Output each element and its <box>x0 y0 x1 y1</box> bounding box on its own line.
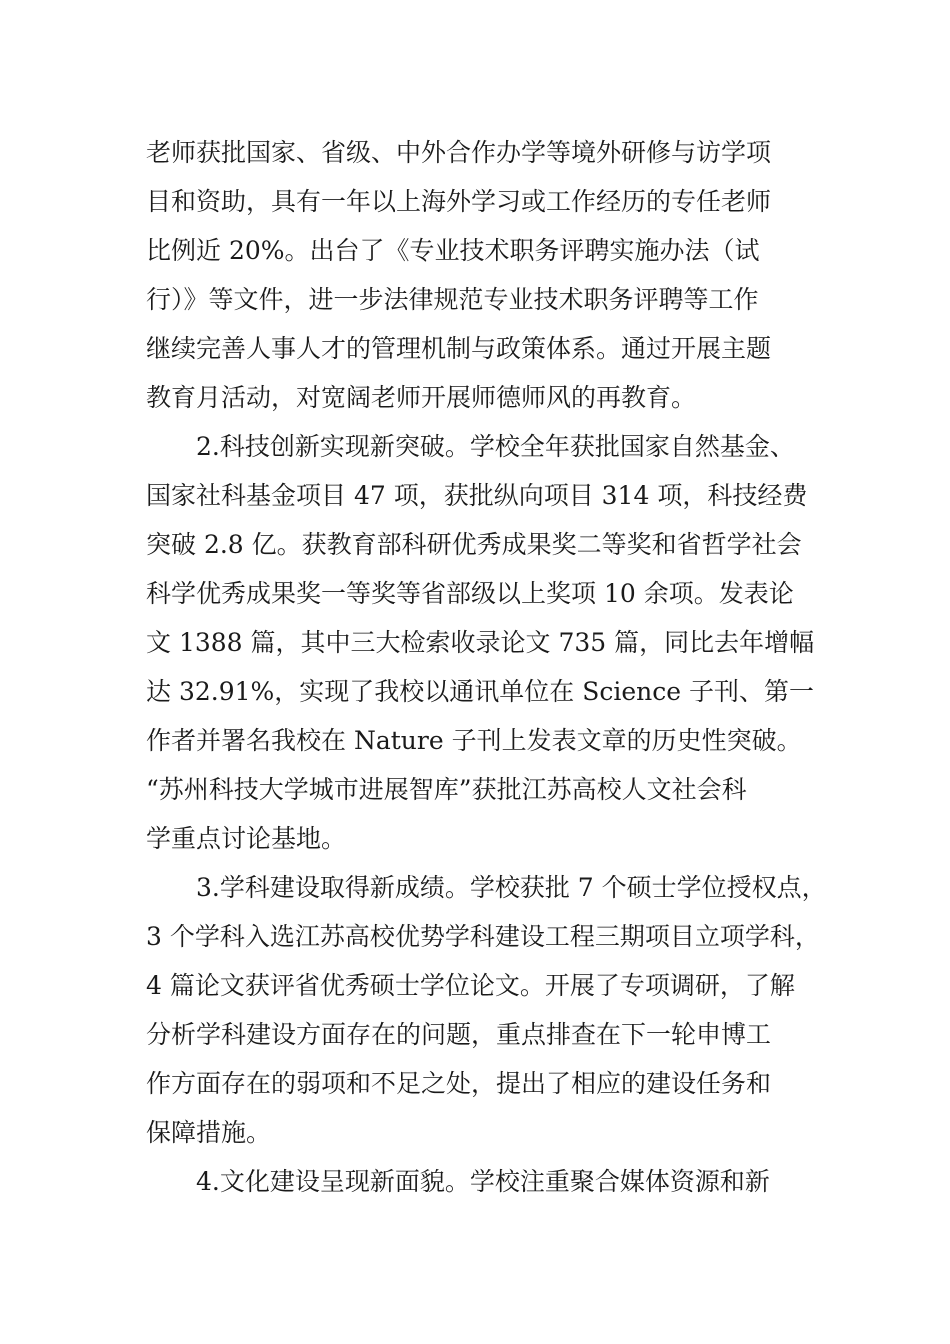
text-line: 突破 2.8 亿。获教育部科研优秀成果奖二等奖和省哲学社会 <box>146 530 802 559</box>
text-line: 国家社科基金项目 47 项，获批纵向项目 314 项，科技经费 <box>146 481 808 510</box>
text-line: 继续完善人事人才的管理机制与政策体系。通过开展主题 <box>146 334 772 363</box>
text-line: 学重点讨论基地。 <box>146 824 347 853</box>
text-line: 4 篇论文获评省优秀硕士学位论文。开展了专项调研，了解 <box>146 971 795 1000</box>
text-line: 3 个学科入选江苏高校优势学科建设工程三期项目立项学科， <box>146 922 820 951</box>
text-line: 分析学科建设方面存在的问题，重点排查在下一轮申博工 <box>146 1020 772 1049</box>
body-text <box>146 128 846 1206</box>
text-line: “苏州科技大学城市进展智库”获批江苏高校人文社会科 <box>146 775 747 804</box>
text-line: 教育月活动，对宽阔老师开展师德师风的再教育。 <box>146 383 697 412</box>
text-line: 作者并署名我校在 Nature 子刊上发表文章的历史性突破。 <box>146 726 802 755</box>
text-line: 行）》等文件，进一步法律规范专业技术职务评聘等工作 <box>146 285 759 314</box>
text-line: 目和资助，具有一年以上海外学习或工作经历的专任老师 <box>146 187 772 216</box>
paragraph-start-line: 4.文化建设呈现新面貌。学校注重聚合媒体资源和新 <box>196 1167 770 1196</box>
paragraph-start-line: 2.科技创新实现新突破。学校全年获批国家自然基金、 <box>196 432 795 461</box>
text-line: 作方面存在的弱项和不足之处，提出了相应的建设任务和 <box>146 1069 772 1098</box>
text-line: 达 32.91%，实现了我校以通讯单位在 Science 子刊、第一 <box>146 677 814 706</box>
text-line: 保障措施。 <box>146 1118 272 1147</box>
text-line: 老师获批国家、省级、中外合作办学等境外研修与访学项 <box>146 138 772 167</box>
paragraph-start-line: 3.学科建设取得新成绩。学校获批 7 个硕士学位授权点， <box>196 873 827 902</box>
text-line: 文 1388 篇，其中三大检索收录论文 735 篇，同比去年增幅 <box>146 628 815 657</box>
text-line: 比例近 20%。出台了《专业技术职务评聘实施办法（试 <box>146 236 760 265</box>
text-line: 科学优秀成果奖一等奖等省部级以上奖项 10 余项。发表论 <box>146 579 794 608</box>
